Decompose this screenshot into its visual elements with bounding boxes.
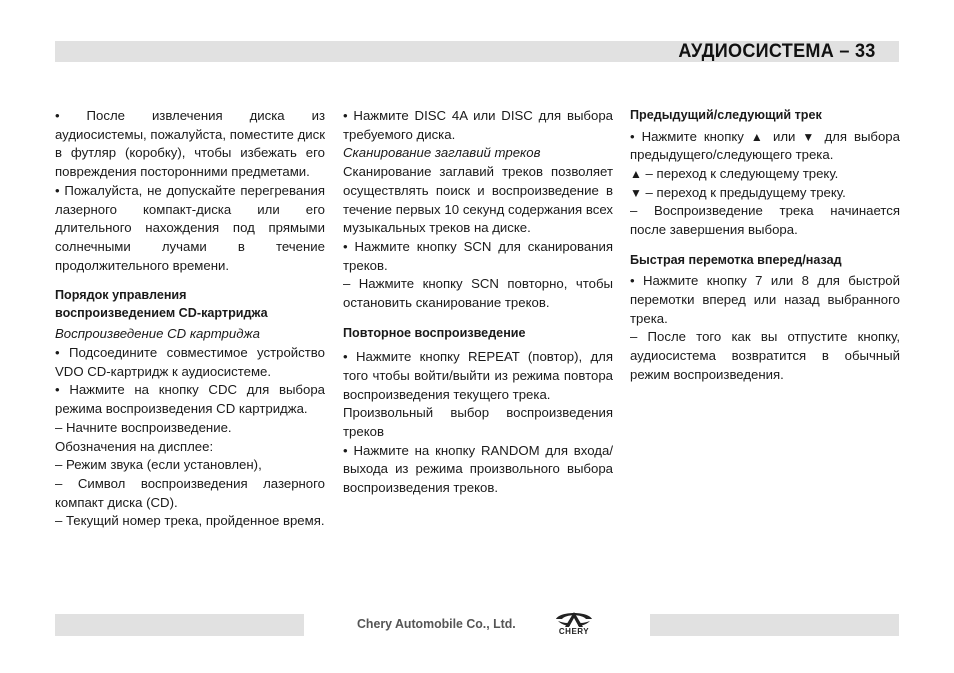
up-triangle-icon: ▲ — [750, 129, 767, 144]
footer-bar-right — [650, 614, 899, 636]
paragraph: • После извлечения диска из аудиосистемы, пожалуйста, поместите диск в футляр (коробку), чтобы избежать его повреждения посторонними предметами. — [55, 108, 325, 180]
paragraph: – Начните воспроизведение. — [55, 419, 232, 435]
paragraph: • Подсоедините совместимое устройство VDO CD-картридж к аудиосистеме. — [55, 345, 325, 379]
logo-text: CHERY — [558, 627, 590, 636]
text-span: или — [766, 128, 803, 144]
subheading: Воспроизведение CD картриджа — [55, 326, 260, 342]
text-span: – переход к следующему треку. — [641, 165, 839, 181]
section-heading: воспроизведением CD-картриджа — [55, 305, 268, 320]
section-heading: Предыдущий/следующий трек — [630, 108, 822, 122]
paragraph: – Нажмите кнопку SCN повторно, чтобы остановить сканирование треков. — [343, 276, 613, 311]
paragraph — [630, 184, 900, 203]
column-middle — [343, 107, 613, 498]
section-heading: Порядок управления — [55, 288, 187, 303]
paragraph: • Нажмите кнопку 7 или 8 для быстрой перемотки вперед или назад выбранного трека. — [630, 273, 900, 326]
paragraph: – Символ воспроизведения лазерного компакт диска (CD). — [55, 475, 325, 510]
paragraph — [630, 165, 900, 184]
paragraph: • Нажмите DISC 4A или DISC для выбора требуемого диска. — [343, 108, 613, 142]
footer-bar-left — [55, 614, 304, 636]
text-span: – переход к предыдущему треку. — [641, 184, 846, 200]
paragraph: – Текущий номер трека, пройденное время. — [55, 513, 325, 529]
paragraph: • Нажмите кнопку SCN для сканирования треков. — [343, 238, 613, 273]
paragraph: Сканирование заглавий треков позволяет осуществлять поиск и воспроизведение в течение первых 10 секунд содержания всех музыкальных треков на диске. — [343, 164, 613, 236]
chery-emblem-icon — [550, 609, 598, 629]
paragraph: Обозначения на дисплее: — [55, 438, 214, 454]
paragraph: – После того как вы отпустите кнопку, аудиосистема возвратится в обычный режим воспроизведения. — [630, 329, 900, 382]
paragraph: – Воспроизведение трека начинается после завершения выбора. — [630, 203, 900, 238]
chery-logo-icon — [550, 609, 598, 637]
text-span: для выбора предыдущего/следующего трека. — [630, 128, 900, 163]
section-heading: Быстрая перемотка вперед/назад — [630, 252, 842, 267]
paragraph: • Пожалуйста, не допускайте перегревания лазерного компакт-диска или его длительного нахождения под прямыми солнечными лучами в течение продолжительного времени. — [55, 182, 325, 273]
subheading: Сканирование заглавий треков — [343, 145, 541, 161]
footer-company: Chery Automobile Co., Ltd. — [357, 616, 516, 631]
down-triangle-icon: ▼ — [630, 185, 642, 200]
paragraph — [630, 128, 900, 165]
section-heading: Повторное воспроизведение — [343, 325, 526, 340]
paragraph: • Нажмите кнопку REPEAT (повтор), для того чтобы войти/выйти из режима повтора воспроизведения текущего трека. — [343, 349, 613, 402]
paragraph: Произвольный выбор воспроизведения треков — [343, 405, 613, 440]
text-span: • Нажмите кнопку — [630, 128, 751, 144]
column-right — [630, 107, 900, 384]
paragraph: • Нажмите на кнопку CDC для выбора режима воспроизведения CD картриджа. — [55, 382, 325, 417]
page-title: АУДИОСИСТЕМА – 33 — [678, 41, 876, 62]
up-triangle-icon: ▲ — [630, 166, 642, 181]
paragraph: – Режим звука (если установлен), — [55, 457, 262, 473]
column-left — [55, 107, 325, 531]
down-triangle-icon: ▼ — [802, 129, 818, 144]
paragraph: • Нажмите на кнопку RANDOM для входа/выхода из режима произвольного выбора воспроизведения треков. — [343, 442, 613, 496]
